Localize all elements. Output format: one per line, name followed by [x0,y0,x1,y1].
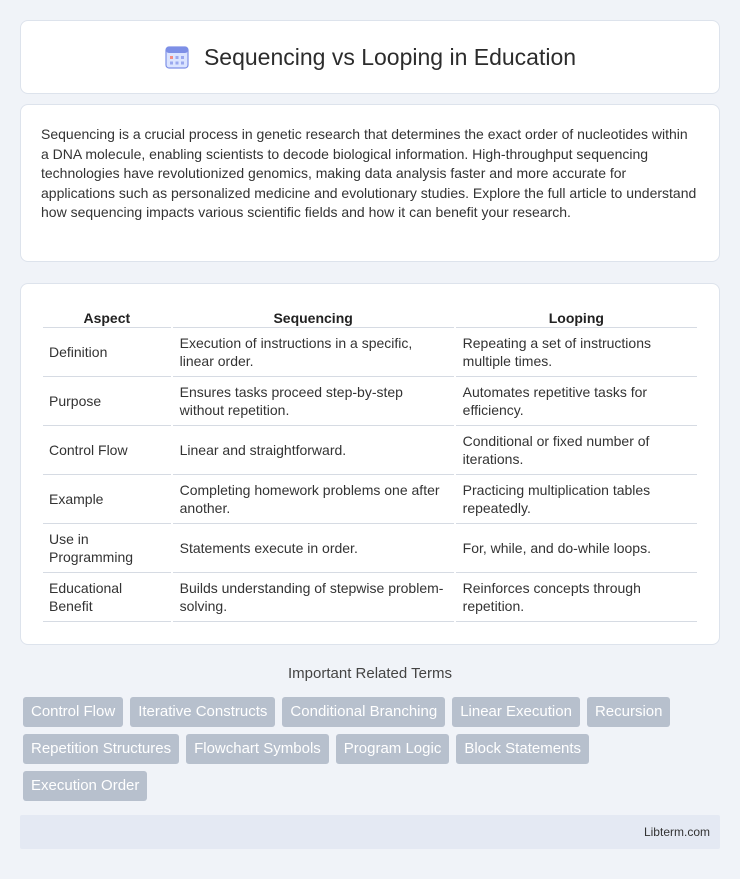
related-terms-heading: Important Related Terms [288,665,452,682]
footer-site-link[interactable]: Libterm.com [643,825,710,839]
looping-cell: Repeating a set of instructions multiple times. [456,328,697,377]
aspect-cell: Definition [43,328,171,377]
aspect-cell: Educational Benefit [43,573,171,622]
intro-card [20,104,720,262]
sequencing-cell: Statements execute in order. [173,524,454,573]
looping-cell: Practicing multiplication tables repeatedly. [456,475,697,524]
related-term-tag[interactable]: Recursion [587,697,671,727]
comparison-table [41,302,699,622]
calendar-icon [164,44,190,70]
looping-cell: Reinforces concepts through repetition. [456,573,697,622]
header-card [20,20,720,94]
sequencing-cell: Linear and straightforward. [173,426,454,475]
related-term-tag[interactable]: Repetition Structures [23,734,179,764]
related-term-tag[interactable]: Block Statements [456,734,589,764]
related-term-tag[interactable]: Control Flow [23,697,123,727]
page-title: Sequencing vs Looping in Education [203,43,577,70]
related-term-tag[interactable]: Flowchart Symbols [186,734,329,764]
table-row [43,524,697,573]
looping-cell: Automates repetitive tasks for efficiency. [456,377,697,426]
related-term-tag[interactable]: Iterative Constructs [130,697,275,727]
aspect-cell: Control Flow [43,426,171,475]
aspect-cell: Use in Programming [43,524,171,573]
sequencing-cell: Ensures tasks proceed step-by-step without repetition. [173,377,454,426]
related-term-tag[interactable]: Linear Execution [452,697,580,727]
column-header-looping: Looping [456,302,697,328]
table-row [43,475,697,524]
intro-text: Sequencing is a crucial process in genetic research that determines the exact order of nucleotides within a DNA molecule, enabling scientists to decode biological information. High-throughput sequencing technologies have revolutionized genomics, making data analysis faster and more accurate for applications such as personalized medicine and evolutionary studies. Explore the full article to understand how sequencing impacts various scientific fields and how it can benefit your research. [41,126,697,221]
table-row [43,573,697,622]
table-row [43,328,697,377]
related-term-tag[interactable]: Program Logic [336,734,450,764]
related-term-tag[interactable]: Execution Order [23,771,147,801]
sequencing-cell: Completing homework problems one after another. [173,475,454,524]
aspect-cell: Example [43,475,171,524]
table-header-row [43,302,697,328]
looping-cell: Conditional or fixed number of iterations. [456,426,697,475]
sequencing-cell: Builds understanding of stepwise problem-solving. [173,573,454,622]
table-row [43,426,697,475]
table-row [43,377,697,426]
sequencing-cell: Execution of instructions in a specific, linear order. [173,328,454,377]
comparison-table-card [20,283,720,645]
footer [20,815,720,849]
related-terms-list [23,697,723,808]
column-header-aspect: Aspect [43,302,171,328]
looping-cell: For, while, and do-while loops. [456,524,697,573]
aspect-cell: Purpose [43,377,171,426]
column-header-sequencing: Sequencing [173,302,454,328]
related-term-tag[interactable]: Conditional Branching [282,697,445,727]
